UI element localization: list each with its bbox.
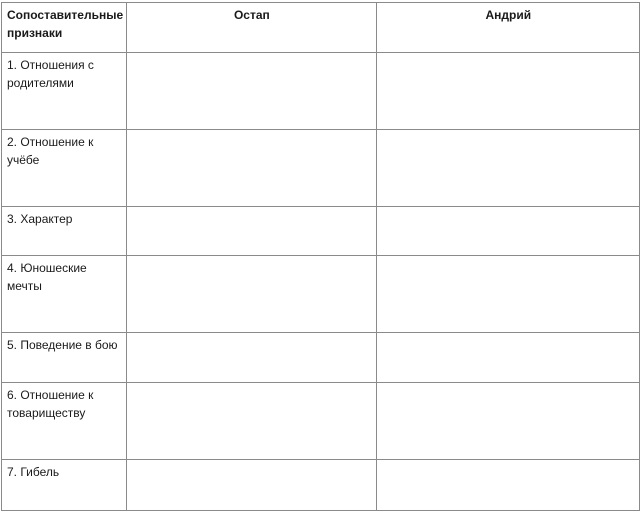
header-ostap-label: Остап [233, 8, 270, 22]
andriy-cell[interactable] [376, 206, 639, 256]
row-label: 3. Характер [7, 211, 73, 226]
row-label: 7. Гибель [7, 465, 60, 480]
andriy-value [377, 383, 639, 386]
comparison-table [1, 2, 640, 511]
andriy-cell[interactable] [376, 52, 639, 129]
row-label-cell [2, 52, 127, 129]
ostap-value [127, 383, 375, 386]
andriy-value [377, 130, 639, 133]
ostap-cell[interactable] [127, 256, 376, 333]
ostap-value [127, 207, 375, 210]
row-label-cell [2, 383, 127, 460]
andriy-value [377, 333, 639, 336]
header-feature-label: Сопоставительные признаки [7, 8, 124, 40]
table-row [2, 206, 640, 256]
table-row [2, 52, 640, 129]
ostap-cell[interactable] [127, 52, 376, 129]
header-andriy-label: Андрий [485, 8, 532, 22]
ostap-cell[interactable] [127, 460, 376, 511]
andriy-cell[interactable] [376, 383, 639, 460]
andriy-cell[interactable] [376, 256, 639, 333]
andriy-value [377, 256, 639, 259]
row-label: 1. Отношения с родителями [7, 57, 94, 90]
andriy-cell[interactable] [376, 129, 639, 206]
ostap-value [127, 333, 375, 336]
ostap-cell[interactable] [127, 333, 376, 383]
table-row [2, 460, 640, 511]
row-label-cell [2, 129, 127, 206]
andriy-cell[interactable] [376, 333, 639, 383]
andriy-value [377, 460, 639, 463]
ostap-value [127, 460, 375, 463]
header-andriy [376, 3, 639, 53]
andriy-cell[interactable] [376, 460, 639, 511]
header-feature [2, 3, 127, 53]
row-label: 5. Поведение в бою [7, 338, 118, 353]
table-row [2, 256, 640, 333]
ostap-value [127, 53, 375, 56]
andriy-value [377, 207, 639, 210]
table-row [2, 129, 640, 206]
row-label-cell [2, 256, 127, 333]
table-header-row [2, 3, 640, 53]
row-label: 4. Юношеские мечты [7, 261, 87, 294]
table-row [2, 383, 640, 460]
row-label-cell [2, 460, 127, 511]
ostap-cell[interactable] [127, 129, 376, 206]
header-ostap [127, 3, 376, 53]
ostap-cell[interactable] [127, 206, 376, 256]
row-label: 6. Отношение к товариществу [7, 388, 94, 421]
table-row [2, 333, 640, 383]
andriy-value [377, 53, 639, 56]
row-label-cell [2, 206, 127, 256]
row-label-cell [2, 333, 127, 383]
ostap-value [127, 130, 375, 133]
ostap-cell[interactable] [127, 383, 376, 460]
ostap-value [127, 256, 375, 259]
row-label: 2. Отношение к учёбе [7, 134, 94, 167]
